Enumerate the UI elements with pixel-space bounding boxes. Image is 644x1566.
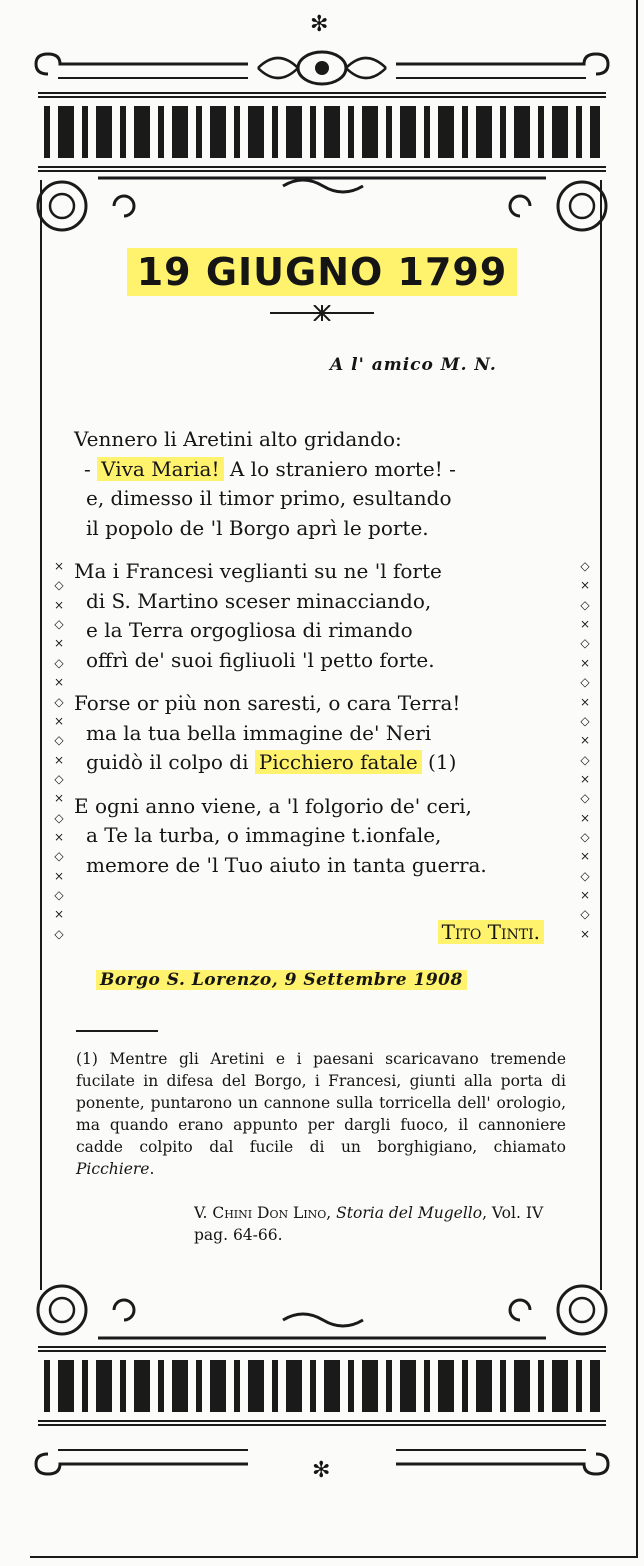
citation-author: V. Chini Don Lino,: [194, 1204, 337, 1222]
poem-line: Forse or più non saresti, o cara Terra!: [74, 691, 461, 715]
poem-line: ma la tua bella immagine de' Neri: [86, 720, 432, 745]
bottom-rosettes: [28, 1280, 616, 1340]
left-margin-mark: ◇: [54, 849, 64, 864]
stanza-3: [74, 689, 579, 778]
right-margin-mark: ×: [579, 888, 591, 903]
footnote-text: (1) Mentre gli Aretini e i paesani scaricavano tremende fucilate in difesa del Borgo, i Francesi, giunti alla porta di ponente, puntarono un cannone sulla torricella dell' orologio, ma quando erano appunto per dargli fuoco, il cannoniere cadde colpito dal fucile di un borghigiano, chiamato: [76, 1050, 566, 1156]
footnote-end: .: [149, 1160, 155, 1178]
poem-line: E ogni anno viene, a 'l folgorio de' ceri,: [74, 793, 472, 818]
right-margin-mark: ×: [579, 694, 591, 709]
left-margin-mark: ◇: [54, 694, 64, 709]
top-star-ornament: ✻: [310, 12, 329, 37]
left-margin-mark: ×: [53, 752, 65, 767]
right-margin-mark: ◇: [580, 791, 590, 806]
poem-line: Vennero li Aretini alto gridando:: [74, 427, 402, 451]
footnote-divider: [76, 1030, 158, 1032]
left-margin-mark: ◇: [54, 810, 64, 825]
text-fragment: (1): [421, 750, 457, 774]
right-margin-mark: ◇: [580, 752, 590, 767]
poem-line: e, dimesso il timor primo, esultando: [86, 486, 452, 510]
poem-line: e la Terra orgogliosa di rimando: [86, 618, 413, 642]
top-ornamental-band: [38, 92, 606, 172]
right-margin-mark: ◇: [580, 597, 590, 612]
poem-line: il popolo de 'l Borgo aprì le porte.: [86, 515, 429, 540]
text-fragment: -: [84, 456, 98, 481]
text-fragment: guidò il colpo di: [86, 750, 255, 774]
right-frame-line: [600, 180, 602, 1290]
poem-line-highlighted: [74, 748, 579, 778]
poem-line-highlighted: [74, 455, 579, 485]
left-margin-mark: ◇: [54, 771, 64, 786]
right-margin-mark: ◇: [580, 559, 590, 573]
title-divider-ornament: [270, 305, 374, 321]
bottom-star-ornament: ✻: [312, 1458, 331, 1483]
stanza-4: [74, 792, 579, 881]
citation-rest: , Vol. IV pag. 64-66.: [194, 1204, 544, 1244]
author-signature: Tito Tinti.: [438, 920, 544, 944]
left-margin-mark: ×: [53, 597, 65, 612]
left-margin-mark: ×: [53, 675, 65, 690]
page-title: [0, 250, 644, 294]
poem-line: a Te la turba, o immagine t.ionfale,: [86, 823, 442, 847]
poem-line: memore de 'l Tuo aiuto in tanta guerra.: [86, 852, 487, 877]
left-frame-line: [40, 180, 42, 1290]
right-margin-mark: ×: [579, 926, 591, 941]
right-border-line: [636, 0, 638, 1556]
highlight-picchiero: Picchiero fatale: [255, 750, 422, 774]
right-margin-mark: ×: [579, 617, 591, 632]
bottom-border-line: [30, 1556, 638, 1558]
footnote: [76, 1048, 566, 1180]
right-margin-mark: ×: [579, 771, 591, 786]
left-margin-mark: ◇: [54, 655, 64, 670]
right-margin-mark: ×: [579, 733, 591, 748]
right-margin-mark: ×: [579, 655, 591, 670]
right-margin-ornaments: [578, 560, 592, 940]
citation-title: Storia del Mugello: [336, 1204, 483, 1222]
left-margin-mark: ×: [53, 713, 65, 728]
dedication: A l' amico M. N.: [330, 355, 497, 375]
right-margin-mark: ◇: [580, 713, 590, 728]
left-margin-mark: ×: [53, 907, 65, 922]
stanza-2: [74, 557, 579, 675]
left-margin-mark: ◇: [54, 733, 64, 748]
right-margin-mark: ◇: [580, 907, 590, 922]
right-margin-mark: ◇: [580, 868, 590, 883]
place-date: Borgo S. Lorenzo, 9 Settembre 1908: [96, 970, 467, 990]
poem: [74, 425, 579, 894]
top-decorative-frame: [28, 14, 616, 214]
top-rosettes: [28, 176, 616, 236]
left-margin-mark: ◇: [54, 926, 64, 941]
poem-line: offrì de' suoi figliuoli 'l petto forte.: [86, 647, 435, 672]
citation: [194, 1202, 564, 1246]
footnote-italic-name: Picchiere: [76, 1160, 150, 1178]
left-margin-ornaments: [52, 560, 66, 940]
right-margin-mark: ◇: [580, 675, 590, 690]
left-margin-mark: ×: [53, 559, 65, 573]
left-margin-mark: ×: [53, 830, 65, 845]
left-margin-mark: ◇: [54, 888, 64, 903]
bottom-ornamental-band: [38, 1346, 606, 1426]
right-margin-mark: ◇: [580, 830, 590, 845]
left-margin-mark: ×: [53, 791, 65, 806]
right-margin-mark: ◇: [580, 636, 590, 651]
poem-line: Ma i Francesi veglianti su ne 'l forte: [74, 559, 442, 583]
poem-line: di S. Martino sceser minacciando,: [86, 588, 432, 613]
right-margin-mark: ×: [579, 578, 591, 593]
text-fragment: A lo straniero morte! -: [223, 456, 456, 481]
title-text: 19 GIUGNO 1799: [127, 248, 518, 296]
highlight-viva-maria: Viva Maria!: [97, 457, 223, 481]
right-margin-mark: ×: [579, 810, 591, 825]
left-margin-mark: ◇: [54, 578, 64, 593]
right-margin-mark: ×: [579, 849, 591, 864]
stanza-1: [74, 425, 579, 543]
left-margin-mark: ×: [53, 636, 65, 651]
left-margin-mark: ×: [53, 868, 65, 883]
left-margin-mark: ◇: [54, 617, 64, 632]
